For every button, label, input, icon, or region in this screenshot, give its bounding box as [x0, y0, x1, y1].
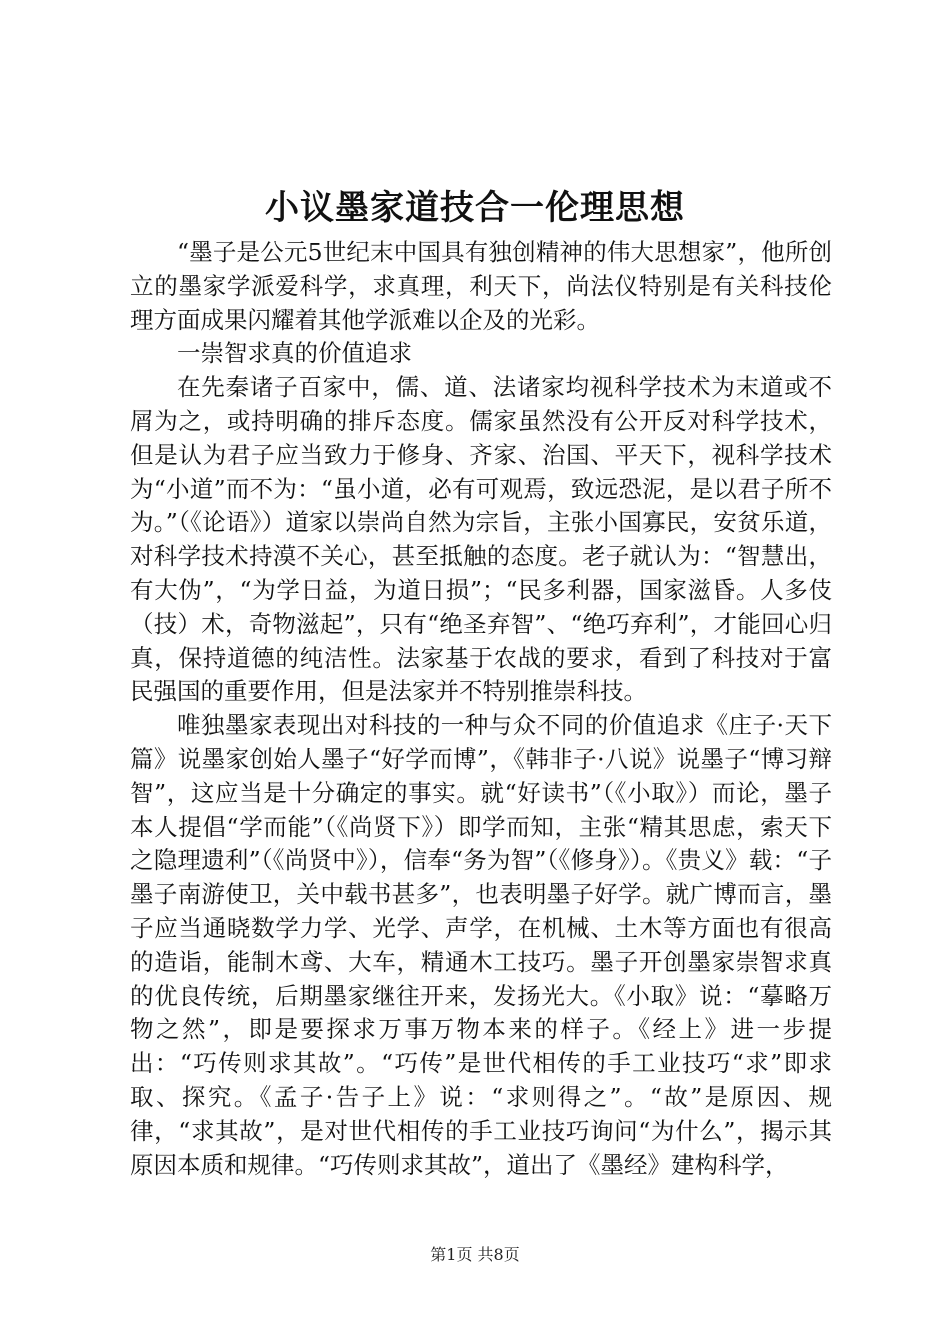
paragraph-intro: “墨子是公元5世纪末中国具有独创精神的伟大思想家”，他所创立的墨家学派爱科学，求真理，利天下，尚法仪特别是有关科技伦理方面成果闪耀着其他学派难以企及的光彩。 [130, 238, 832, 334]
paragraph-schools: 在先秦诸子百家中，儒、道、法诸家均视科学技术为末道或不屑为之，或持明确的排斥态度。儒家虽然没有公开反对科学技术，但是认为君子应当致力于修身、齐家、治国、平天下，视科学技术为“小道”而不为：“虽小道，必有可观焉，致远恐泥，是以君子所不为。”（《论语》）道家以崇尚自然为宗旨，主张小国寡民，安贫乐道，对科学技术持漠不关心，甚至抵触的态度。老子就认为：“智慧出，有大伪”，“为学日益，为道日损”；“民多利器，国家滋昏。人多伎（技）术，奇物滋起”，只有“绝圣弃智”、“绝巧弃利”，才能回心归真，保持道德的纯洁性。法家基于农战的要求，看到了科技对于富民强国的重要作用，但是法家并不特别推崇科技。 [130, 373, 832, 706]
paragraph-mohism: 唯独墨家表现出对科技的一种与众不同的价值追求《庄子·天下篇》说墨家创始人墨子“好学而博”，《韩非子·八说》说墨子“博习辩智”，这应当是十分确定的事实。就“好读书”（《小取》）而论，墨子本人提倡“学而能”（《尚贤下》）即学而知，主张“精其思虑，索天下之隐理遗利”（《尚贤中》），信奉“务为智”（《修身》）。《贵义》载：“子墨子南游使卫，关中载书甚多”，也表明墨子好学。就广博而言，墨子应当通晓数学力学、光学、声学，在机械、土木等方面也有很高的造诣，能制木鸢、大车，精通木工技巧。墨子开创墨家崇智求真的优良传统，后期墨家继往开来，发扬光大。《小取》说：“摹略万物之然”，即是要探求万事万物本来的样子。《经上》进一步提出：“巧传则求其故”。“巧传”是世代相传的手工业技巧“求”即求取、探究。《孟子·告子上》说：“求则得之”。“故”是原因、规律，“求其故”，是对世代相传的手工业技巧询问“为什么”，揭示其原因本质和规律。“巧传则求其故”，道出了《墨经》建构科学， [130, 711, 832, 1179]
document-title: 小议墨家道技合一伦理思想 [265, 188, 685, 228]
page-number: 第1页 共8页 [430, 1245, 520, 1264]
document-body [130, 236, 832, 1182]
section-heading: 一崇智求真的价值追求 [177, 339, 412, 368]
